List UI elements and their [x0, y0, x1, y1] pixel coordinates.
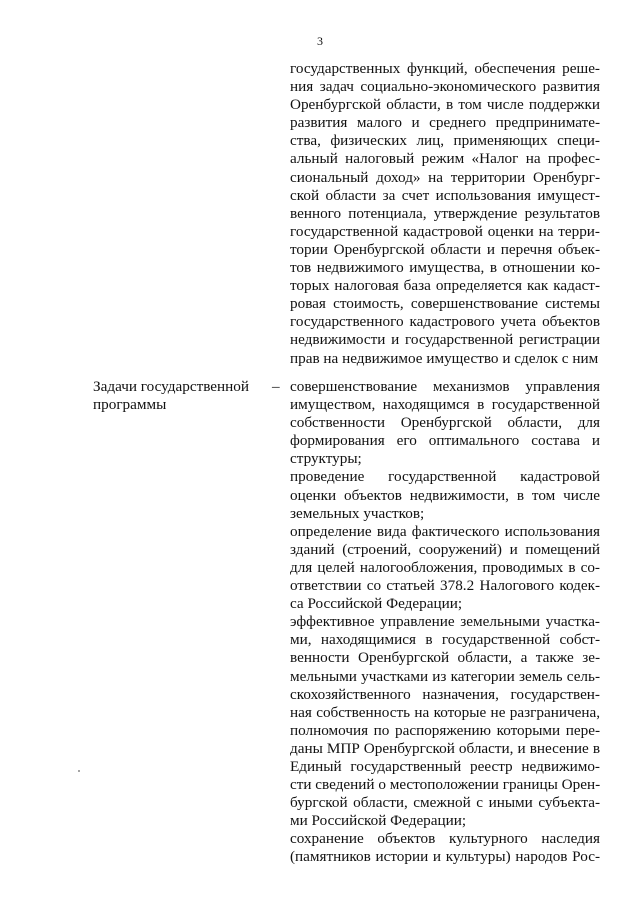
scan-speck — [78, 770, 80, 772]
task-line: для целей налогообложения, проводимых в со- — [290, 558, 600, 576]
task-line: Единый государственный реестр недвижимо- — [290, 757, 600, 775]
task-line: оценки объектов недвижимости, в том числе — [290, 486, 600, 504]
text-line: государственной кадастровой оценки на терри- — [290, 222, 600, 240]
text-line: торых налоговая база определяется как кадаст- — [290, 277, 600, 295]
text-line: ровая стоимость, совершенствование системы — [290, 295, 600, 313]
text-line: государственных функций, обеспечения реше- — [290, 60, 600, 77]
task-line: структуры; — [290, 450, 362, 468]
tasks-label-line: Задачи государственной — [93, 378, 250, 395]
task-line: венности Оренбургской области, а также зе- — [290, 649, 600, 667]
task-line: сохранение объектов культурного наследия — [290, 830, 600, 848]
task-line: бургской области, смежной с иными субъекта- — [290, 794, 600, 812]
page-number: 3 — [317, 34, 323, 48]
tasks-label-line: программы — [93, 396, 167, 414]
task-line: (памятников истории и культуры) народов Рос- — [290, 848, 600, 866]
task-line: ми, находящимися в государственной собст- — [290, 631, 600, 649]
text-line: ства, физических лиц, применяющих специ- — [290, 132, 600, 150]
task-line: мельными участками из категории земель сель- — [290, 667, 600, 685]
dash-separator: – — [272, 378, 280, 395]
task-line: определение вида фактического использования — [290, 522, 600, 540]
task-line: са Российской Федерации; — [290, 595, 463, 613]
task-line: скохозяйственного назначения, государствен- — [290, 685, 600, 703]
task-line: ная собственность на которые не разграничена, — [290, 703, 600, 721]
text-line: ния задач социально-экономического развития — [290, 78, 600, 96]
task-line: собственности Оренбургской области, для — [290, 414, 600, 432]
task-line: проведение государственной кадастровой — [290, 468, 600, 486]
text-line: сиональный доход» на территории Оренбург- — [290, 168, 600, 186]
text-line: развития малого и среднего предпринимате- — [290, 114, 600, 132]
tasks-label — [93, 378, 273, 414]
task-line: полномочия по распоряжению которыми пере- — [290, 721, 600, 739]
task-line: земельных участков; — [290, 504, 425, 522]
task-line: формирования его оптимального состава и — [290, 432, 600, 450]
text-line: тории Оренбургской области и перечня объек- — [290, 240, 600, 258]
task-line: ми Российской Федерации; — [290, 812, 467, 830]
text-line: альный налоговый режим «Налог на профес- — [290, 150, 600, 168]
task-line: сти сведений о местоположении границы Орен- — [290, 776, 601, 794]
task-line: ответствии со статьей 378.2 Налогового кодек- — [290, 577, 600, 595]
tasks-list — [290, 378, 600, 867]
text-line: Оренбургской области, в том числе поддержки — [290, 96, 600, 114]
text-line: недвижимости и государственной регистрации — [290, 331, 600, 349]
task-line: имуществом, находящимся в государственной — [290, 396, 600, 414]
task-line: совершенствование механизмов управления — [290, 378, 600, 395]
text-line: прав на недвижимое имущество и сделок с ним — [290, 349, 599, 367]
top-paragraph — [290, 60, 600, 368]
text-line: венного потенциала, утверждение результатов — [290, 204, 600, 222]
task-line: зданий (строений, сооружений) и помещений — [290, 540, 600, 558]
text-line: государственного кадастрового учета объектов — [290, 313, 600, 331]
task-line: даны МПР Оренбургской области, и внесение в — [290, 739, 600, 757]
text-line: тов недвижимого имущества, в отношении ко- — [290, 259, 600, 277]
task-line: эффективное управление земельными участка- — [290, 613, 600, 631]
text-line: ской области за счет использования имущест- — [290, 186, 600, 204]
